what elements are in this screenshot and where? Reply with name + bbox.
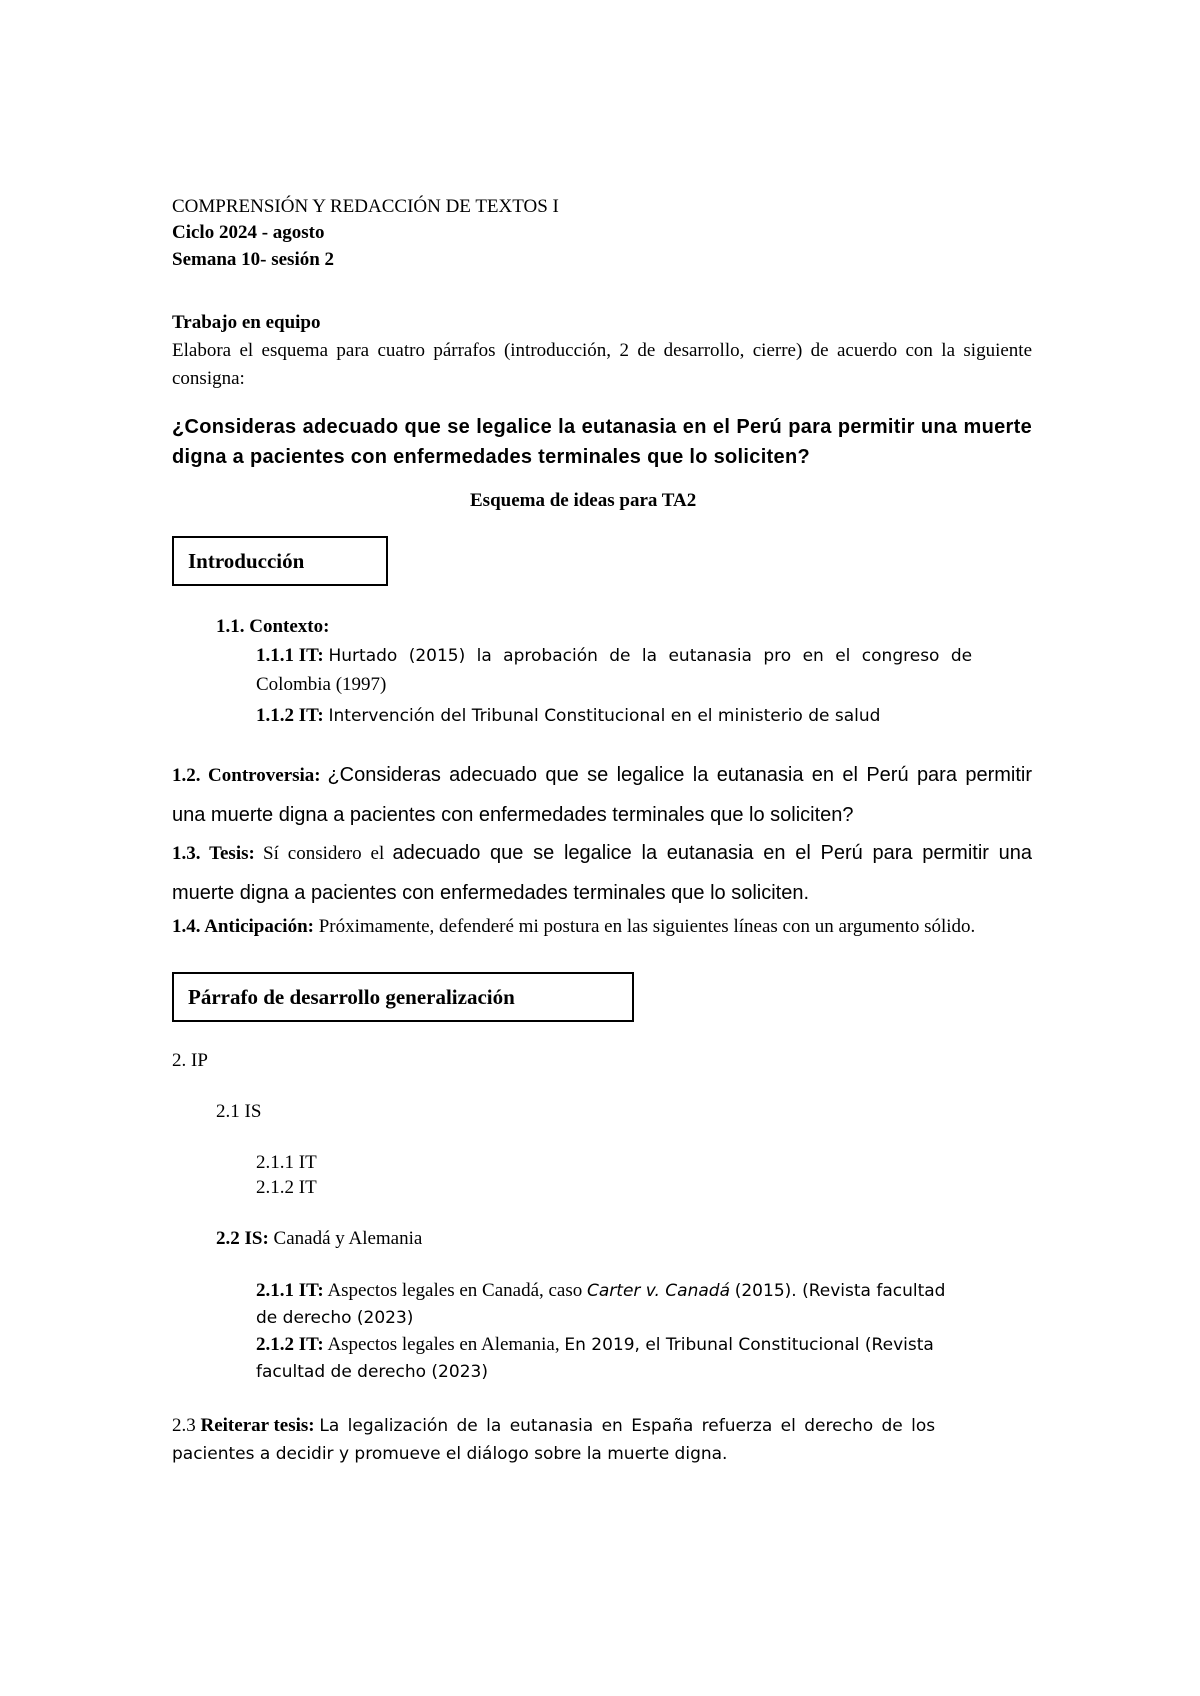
development-box-label: Párrafo de desarrollo generalización — [188, 984, 515, 1009]
week-line: Semana 10- sesión 2 — [172, 249, 335, 270]
ip-item: 2. IP — [172, 1050, 208, 1071]
controversy-label: 1.2. Controversia: — [172, 765, 321, 786]
thesis-text-serif: Sí considero el — [263, 843, 385, 864]
it-d-cont: facultad de derecho (2023) — [256, 1362, 488, 1382]
it-c-text2: (2015). (Revista facultad — [734, 1281, 946, 1301]
it-c-label: 2.1.1 IT: — [256, 1280, 324, 1301]
it-c-text1: Aspectos legales en Canadá, caso — [327, 1280, 583, 1301]
course-title: COMPRENSIÓN Y REDACCIÓN DE TEXTOS I — [172, 196, 559, 217]
schema-title: Esquema de ideas para TA2 — [470, 490, 697, 511]
is2-item — [216, 1228, 422, 1250]
reiterate-text: La legalización de la eutanasia en España refuerza el derecho de los — [319, 1416, 936, 1436]
context-it2-label: 1.1.2 IT: — [256, 705, 324, 726]
it-d-label: 2.1.2 IT: — [256, 1334, 324, 1355]
it-a-item: 2.1.1 IT — [256, 1152, 317, 1173]
context-it1-label: 1.1.1 IT: — [256, 645, 324, 666]
anticipation-paragraph — [172, 913, 1032, 941]
it-d-text1: Aspectos legales en Alemania, — [327, 1334, 560, 1355]
context-it1-text: Hurtado (2015) la aprobación de la eutanasia pro en el congreso de — [328, 646, 973, 666]
controversy-paragraph — [172, 756, 1032, 836]
introduction-box-label: Introducción — [188, 548, 305, 573]
development-box — [172, 972, 634, 1022]
it-d-item — [256, 1334, 934, 1356]
it-d-text2: En 2019, el Tribunal Constitucional (Revista — [564, 1335, 934, 1355]
is1-item: 2.1 IS — [216, 1101, 262, 1122]
it-c-cont: de derecho (2023) — [256, 1308, 414, 1328]
reiterate-label: Reiterar tesis: — [200, 1415, 315, 1436]
thesis-text: adecuado que se legalice la eutanasia en el Perú para permitir una muerte digna a pacientes con enfermedades terminales que lo soliciten. — [172, 842, 1033, 904]
cycle-line: Ciclo 2024 - agosto — [172, 222, 325, 243]
anticipation-label: 1.4. Anticipación: — [172, 916, 314, 937]
thesis-label: 1.3. Tesis: — [172, 843, 255, 864]
is2-text: Canadá y Alemania — [273, 1228, 423, 1249]
reiterate-line — [172, 1415, 1032, 1437]
task-heading: Trabajo en equipo — [172, 312, 321, 333]
context-label: 1.1. Contexto: — [216, 616, 330, 637]
it-c-item — [256, 1280, 945, 1302]
thesis-paragraph — [172, 834, 1032, 914]
it-b-item: 2.1.2 IT — [256, 1177, 317, 1198]
controversy-text: ¿Consideras adecuado que se legalice la eutanasia en el Perú para permitir una muerte digna a pacientes con enfermedades terminales que lo soliciten? — [172, 764, 1032, 826]
reiterate-cont: pacientes a decidir y promueve el diálogo sobre la muerte digna. — [172, 1444, 728, 1464]
task-instruction: Elabora el esquema para cuatro párrafos (introducción, 2 de desarrollo, cierre) de acuerdo con la siguiente consigna: — [172, 340, 1032, 389]
context-it2 — [256, 705, 880, 727]
is2-label: 2.2 IS: — [216, 1228, 269, 1249]
context-it1 — [256, 645, 1032, 667]
introduction-box — [172, 536, 388, 586]
reiterate-num: 2.3 — [172, 1415, 196, 1436]
it-c-italic: Carter v. Canadá — [587, 1281, 730, 1301]
main-question: ¿Consideras adecuado que se legalice la eutanasia en el Perú para permitir una muerte digna a pacientes con enfermedades terminales que lo soliciten? — [172, 416, 1032, 468]
anticipation-text: Próximamente, defenderé mi postura en las siguientes líneas con un argumento sólido. — [318, 916, 976, 937]
context-it2-text: Intervención del Tribunal Constitucional en el ministerio de salud — [328, 706, 881, 726]
context-it1-cont: Colombia (1997) — [256, 674, 387, 695]
